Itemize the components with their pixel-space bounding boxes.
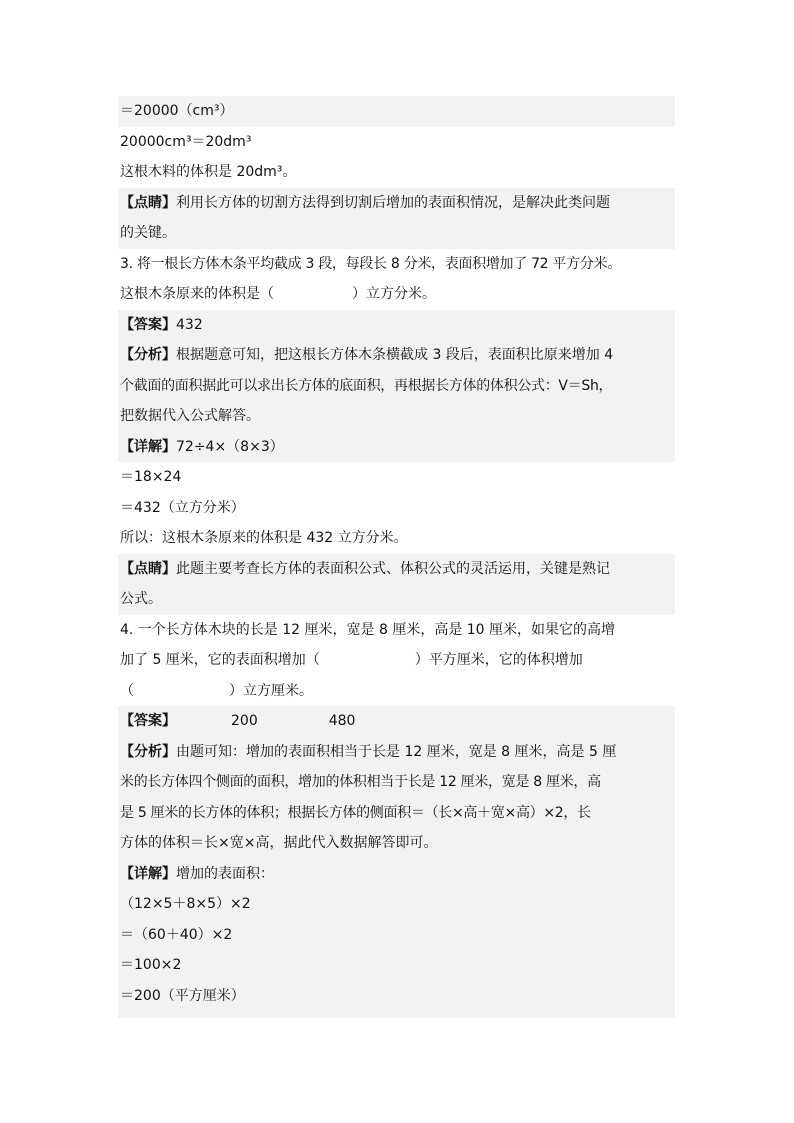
q4-detail-line-4: ＝100×2: [118, 950, 675, 981]
dianjing-line-2: 的关键。: [118, 218, 675, 249]
answer-tag: 【答案】: [120, 713, 176, 729]
dianjing-text: 利用长方体的切割方法得到切割后增加的表面积情况，是解决此类问题: [176, 194, 610, 211]
q3-analysis-line-2: 个截面的面积据此可以求出长方体的底面积，再根据长方体的体积公式：V＝Sh，: [118, 371, 675, 402]
q4-analysis-text: 由题可知：增加的表面积相当于长是 12 厘米，宽是 8 厘米，高是 5 厘: [176, 743, 617, 760]
dianjing-line: [118, 188, 675, 219]
q4-stem-line-1: 4. 一个长方体木块的长是 12 厘米，宽是 8 厘米，高是 10 厘米，如果它的高增: [120, 621, 616, 638]
q3-stem-text-b: ）立方分米。: [352, 286, 436, 302]
q3-dianjing-line-1: [118, 554, 675, 585]
q4-stem-text-a: 加了 5 厘米，它的表面积增加（: [120, 652, 320, 668]
q3-answer-line: [118, 310, 675, 341]
q4-stem-line-2: [118, 645, 675, 676]
q4-stem-line-3: [118, 676, 675, 707]
unit-conversion-line: 20000cm³＝20dm³: [120, 133, 252, 150]
analysis-tag: 【分析】: [120, 347, 176, 363]
q3-analysis-line-3: 把数据代入公式解答。: [118, 401, 675, 432]
q4-detail-line-3: ＝（60＋40）×2: [118, 920, 675, 951]
q4-stem-text-d: ）立方厘米。: [229, 682, 313, 699]
q4-detail-line-5: ＝200（平方厘米）: [118, 981, 675, 1012]
q3-stem-line-1: 3. 将一根长方体木条平均截成 3 段，每段长 8 分米，表面积增加了 72 平方分米。: [120, 255, 621, 272]
q3-detail-text: 72÷4×（8×3）: [176, 438, 284, 455]
q4-stem-text-c: （: [120, 682, 134, 699]
analysis-tag: 【分析】: [120, 743, 176, 760]
q4-detail-line-2: （12×5＋8×5）×2: [118, 889, 675, 920]
detail-tag: 【详解】: [120, 865, 176, 882]
answer-tag: 【答案】: [120, 316, 176, 333]
q3-analysis-text: 根据题意可知，把这根长方体木条横截成 3 段后，表面积比原来增加 4: [176, 347, 614, 363]
q3-detail-line-4: 所以：这根木条原来的体积是 432 立方分米。: [120, 530, 408, 546]
q4-analysis-line-2: 米的长方体四个侧面的面积，增加的体积相当于长是 12 厘米，宽是 8 厘米，高: [118, 767, 675, 798]
dianjing-tag: 【点睛】: [120, 194, 176, 211]
detail-tag: 【详解】: [120, 438, 176, 455]
q4-detail-line-1: [118, 859, 675, 890]
q4-analysis-line-3: 是 5 厘米的长方体的体积；根据长方体的侧面积＝（长×高＋宽×高）×2，长: [118, 798, 675, 829]
q3-detail-line-2: ＝18×24: [120, 469, 182, 485]
q3-detail-line-1: [118, 432, 675, 463]
q3-dianjing-line-2: 公式。: [118, 584, 675, 615]
q4-answer-value-2: 480: [328, 713, 356, 729]
q4-stem-text-b: ）平方厘米，它的体积增加: [414, 652, 583, 668]
q4-analysis-line-1: [118, 737, 675, 768]
dianjing-tag: 【点睛】: [120, 560, 176, 577]
result-line: 这根木料的体积是 20dm³。: [120, 164, 297, 180]
q3-analysis-line-1: [118, 340, 675, 371]
q4-analysis-line-4: 方体的体积＝长×宽×高，据此代入数据解答即可。: [118, 828, 675, 859]
q4-answer-line: [118, 706, 675, 737]
q4-detail-text: 增加的表面积：: [176, 865, 274, 882]
q3-answer-value: 432: [176, 316, 203, 333]
calc-line: ＝20000（cm³）: [118, 96, 675, 127]
q3-dianjing-text: 此题主要考查长方体的表面积公式、体积公式的灵活运用，关键是熟记: [176, 560, 610, 577]
q3-detail-line-3: ＝432（立方分米）: [120, 499, 245, 516]
document-page: [118, 96, 675, 1018]
q3-stem-line-2: [118, 279, 675, 310]
q3-stem-text-a: 这根木条原来的体积是（: [120, 286, 274, 302]
q4-answer-value-1: 200: [231, 713, 258, 729]
shade-tail: [118, 1011, 675, 1018]
